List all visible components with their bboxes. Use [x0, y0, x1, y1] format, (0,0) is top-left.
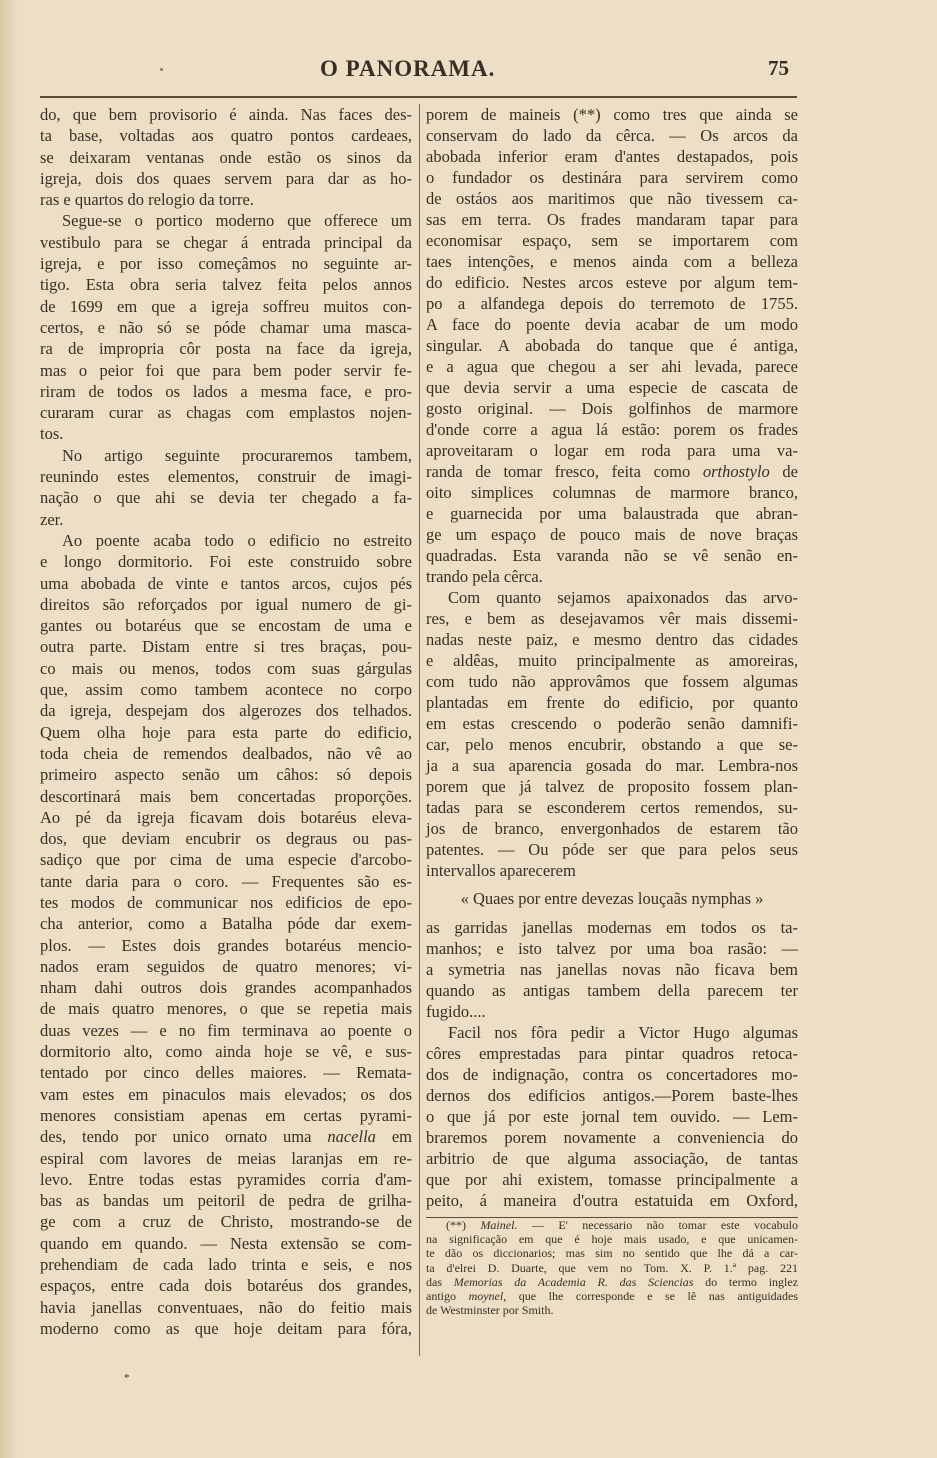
text-line: cha anterior, como a Batalha póde dar exem-: [40, 914, 412, 934]
text-line: trando pela cêrca.: [426, 567, 543, 586]
text-line: reunindo estes elementos, construir de imagi-: [40, 467, 412, 487]
text-line: nados eram seguidos de quatro menores; vi-: [40, 956, 412, 976]
text-line: nação o que ahi se devia ter chegado a fa-: [40, 488, 412, 508]
text-line: e a agua que chegou a ser ahi levada, parece: [426, 357, 798, 376]
text-line: de Westminster por Smith.: [426, 1303, 554, 1318]
text-line: vestibulo para se chegar á entrada principal da: [40, 232, 412, 252]
verse-quote: « Quaes por entre devezas louçaãs nymphas »: [460, 889, 764, 908]
text-line: d'onde corre a agua lá estão: porem os frades: [426, 420, 798, 439]
text-line: te dão os diccionarios; mas sim no sentido que lhe dá a car-: [426, 1246, 798, 1261]
text-line: que, assim como tambem acontece no corpo: [40, 680, 412, 700]
italic-text: Mainel.: [480, 1218, 518, 1232]
print-speck: [160, 68, 163, 71]
text-line: dernos dos edificios antigos.—Porem baste-lhes: [426, 1086, 798, 1105]
text-line: Segue-se o portico moderno que offerece um: [62, 211, 412, 231]
paragraph: [40, 210, 412, 444]
text-line: que por ahi existem, tomasse principalmente a: [426, 1170, 798, 1189]
column-divider: [419, 104, 420, 1356]
paragraph: [426, 1022, 798, 1211]
text-line: menores consistiam apenas em certas pyrami-: [40, 1105, 412, 1125]
italic-text: nacella: [327, 1127, 376, 1147]
text-line: jos de branco, envergonhados de estarem tão: [426, 819, 798, 838]
text-line: oito simplices columnas de marmore branco,: [426, 483, 798, 502]
text-line: [426, 1218, 798, 1232]
text-line: po a alfandega depois do terremoto de 1755.: [426, 294, 798, 313]
text-line: tentado por cinco delles maiores. — Remata-: [40, 1063, 412, 1083]
text-line: Com quanto sejamos apaixonados das arvo-: [448, 588, 798, 607]
text-segment: randa de tomar fresco, feita como: [426, 462, 703, 481]
text-line: porem que já talvez de proposito fossem plan-: [426, 777, 798, 796]
text-line: A face do poente devia acabar de um modo: [426, 315, 798, 334]
text-line: ta base, voltadas aos quatro pontos cardeaes,: [40, 126, 412, 146]
text-line: plantadas em frente do edificio, por quanto: [426, 693, 798, 712]
paragraph: [426, 917, 798, 1022]
text-line: tante daria para o coro. — Frequentes são es-: [40, 871, 412, 891]
text-line: sas em terra. Os frades mandaram tapar para: [426, 210, 798, 229]
text-segment: (**): [446, 1218, 481, 1232]
text-line: dos de indignação, contra os concertadores mo-: [426, 1065, 798, 1084]
text-line: tos.: [40, 424, 64, 444]
signature-mark: *: [124, 1372, 130, 1384]
text-line: quando as antigas tambem della parecem ter: [426, 981, 798, 1000]
text-line: o fundador os destinára para servirem como: [426, 168, 798, 187]
page-title: O PANORAMA.: [320, 56, 496, 81]
text-segment: antigo: [426, 1288, 469, 1303]
text-segment: , que lhe corresponde e se lê nas antiguidades: [503, 1288, 798, 1303]
text-line: e guarnecida por uma balaustrada que abran-: [426, 504, 798, 523]
text-line: peito, á maneira d'outra estatuida em Oxford,: [426, 1191, 798, 1210]
header-rule: [40, 96, 797, 98]
text-line: ras e quartos do relogio da torre.: [40, 190, 254, 210]
text-line: singular. A abobada do tanque que é antiga,: [426, 336, 798, 355]
text-line: sadiço que por cima de uma especie d'arcobo-: [40, 850, 412, 870]
text-segment: das: [426, 1274, 454, 1289]
text-line: primeiro aspecto senão um câhos: só depois: [40, 765, 412, 785]
text-line: [426, 461, 798, 482]
text-line: o que já por este jornal tem ouvido. — Lem-: [426, 1107, 798, 1126]
text-line: quadradas. Esta varanda não se vê senão en-: [426, 546, 798, 565]
text-line: [426, 1275, 798, 1289]
text-line: com tudo não approvâmos que fossem algumas: [426, 672, 798, 691]
text-line: e aldêas, muito principalmente as amoreiras,: [426, 651, 798, 670]
text-line: duas vezes — e no fim terminava ao poente o: [40, 1020, 412, 1040]
text-line: bas as bandas um peitoril de pedra de grilha-: [40, 1191, 412, 1211]
text-line: da igreja, despejam dos algerozes dos telhados.: [40, 701, 412, 721]
text-line: igreja, dois dos quaes servem para dar as ho-: [40, 168, 412, 188]
text-line: uma abobada de vinte e tantos arcos, cujos pés: [40, 573, 412, 593]
text-line: [40, 1126, 412, 1147]
text-line: curaram curar as chagas com emplastos nojen-: [40, 403, 412, 423]
page-edge: [0, 0, 18, 1458]
paragraph: [40, 445, 412, 530]
text-line: Quem olha hoje para esta parte do edificio,: [40, 722, 412, 742]
italic-text: Memorias da Academia R. das Sciencias: [453, 1274, 694, 1289]
text-line: que devia servir a uma especie de cascata de: [426, 378, 798, 397]
text-line: toda cheia de remendos dealbados, não vê ao: [40, 743, 412, 763]
text-line: zer.: [40, 509, 64, 529]
text-line: direitos são reforçados por igual numero de gi-: [40, 594, 412, 614]
text-line: taes intenções, e menos ainda com a belleza: [426, 252, 798, 271]
text-line: prehendiam de cada lado trinta e seis, e nos: [40, 1255, 412, 1275]
text-line: descortinará mais bem concertadas proporções.: [40, 786, 412, 806]
italic-text: moynel: [468, 1288, 504, 1303]
text-line: igreja, e por isso começâmos no seguinte ar-: [40, 254, 412, 274]
text-segment: — E' necessario não tomar este vocabulo: [517, 1218, 798, 1232]
text-line: No artigo seguinte procuraremos tambem,: [62, 445, 412, 465]
left-column: [40, 104, 412, 1339]
text-line: dormitorio alto, como ainda hoje se vê, e sus-: [40, 1042, 412, 1062]
text-line: de ostáos aos maritimos que não tivessem ca-: [426, 189, 798, 208]
text-line: intervallos aparecerem: [426, 861, 576, 880]
text-line: res, e bem as desejavamos vêr mais dissemi-: [426, 609, 798, 628]
text-line: manhos; e isto talvez por uma boa rasão: —: [426, 939, 798, 958]
text-line: tigo. Esta obra seria talvez feita pelos annos: [40, 275, 412, 295]
text-line: [426, 1289, 798, 1303]
text-line: de 1699 em que a igreja soffreu muitos con-: [40, 296, 412, 316]
text-line: plos. — Estes dois grandes botaréus mencio-: [40, 935, 412, 955]
text-line: as garridas janellas modernas em todos os ta-: [426, 918, 798, 937]
text-line: abobada inferior eram d'antes destapados, pois: [426, 147, 798, 166]
text-line: porem de maineis (**) como tres que ainda se: [426, 105, 798, 124]
text-line: mas o peior foi que para bem poder servir fe-: [40, 360, 412, 380]
text-line: do, que bem provisorio é ainda. Nas faces des-: [40, 105, 412, 124]
paragraph: [426, 104, 798, 587]
text-line: braremos porem novamente a conveniencia do: [426, 1128, 798, 1147]
text-line: a symetria nas janellas novas não ficava bem: [426, 960, 798, 979]
text-line: quando em quando. — Nesta extensão se com-: [40, 1233, 412, 1253]
text-segment: em: [375, 1127, 412, 1147]
text-line: nham dahi outros dois grandes acompanhados: [40, 978, 412, 998]
text-line: outra parte. Distam entre si tres braças, pou-: [40, 637, 412, 657]
text-segment: do termo inglez: [693, 1274, 799, 1289]
text-line: espiral com lavores de meias laranjas em re-: [40, 1148, 412, 1168]
text-line: ge um espaço de pouco mais de nove braças: [426, 525, 798, 544]
text-line: ta d'elrei D. Duarte, que vem no Tom. X. P. 1.ª pag. 221: [426, 1260, 798, 1275]
text-line: ra de impropria côr posta na face da igreja,: [40, 339, 412, 359]
text-line: tadas para se esconderem certos remendos, su-: [426, 798, 798, 817]
text-line: na significação em que é hoje mais usado, e que unicamen-: [426, 1232, 798, 1247]
text-line: nadas neste paiz, e mesmo dentro das cidades: [426, 630, 798, 649]
text-segment: de: [769, 462, 798, 481]
text-line: do edificio. Nestes arcos esteve por algum tem-: [426, 273, 798, 292]
italic-text: orthostylo: [702, 462, 770, 481]
text-line: vam estes em pinaculos mais elevados; os dos: [40, 1084, 412, 1104]
text-line: arbitrio de que alguma associação, de tantas: [426, 1149, 798, 1168]
text-line: dos, que deviam encubrir os degraus ou pas-: [40, 829, 412, 849]
text-line: havia janellas conventuaes, não do feitio mais: [40, 1297, 412, 1317]
text-line: co mais ou menos, todos com suas gárgulas: [40, 658, 412, 678]
text-line: patentes. — Ou póde ser que para pelos seus: [426, 840, 798, 859]
text-line: conservam do lado da cêrca. — Os arcos da: [426, 126, 798, 145]
text-line: ge com a cruz de Christo, mostrando-se de: [40, 1212, 412, 1232]
paragraph: [40, 104, 412, 210]
text-line: de mais quatro menores, o que se repetia mais: [40, 999, 412, 1019]
text-line: levo. Entre todas estas pyramides corria d'am-: [40, 1169, 412, 1189]
footnote: [426, 1218, 798, 1317]
page-number: 75: [768, 56, 789, 80]
text-line: em estas crescendo o poderão senão damnifi-: [426, 714, 798, 733]
text-line: Ao poente acaba todo o edificio no estreito: [62, 530, 412, 550]
text-segment: des, tendo por unico ornato uma: [40, 1127, 328, 1147]
text-line: côres emprestadas para pintar quadros retoca-: [426, 1044, 798, 1063]
text-line: aproveitaram o logar em roda para uma va-: [426, 441, 798, 460]
text-line: Facil nos fôra pedir a Victor Hugo algumas: [448, 1023, 798, 1042]
text-line: riram de todos os lados a mesma face, e pro-: [40, 381, 412, 401]
text-line: se deixaram ventanas onde estão os sinos da: [40, 147, 412, 167]
text-line: gosto original. — Dois golfinhos de marmore: [426, 399, 798, 418]
text-line: gantes ou botaréus que se encostam de uma e: [40, 616, 412, 636]
paragraph: [426, 587, 798, 881]
right-column: [426, 104, 798, 1317]
text-line: tes modos de communicar nos edificios de epo-: [40, 892, 412, 912]
text-line: moderno como as que hoje deitam para fóra,: [40, 1318, 412, 1338]
text-line: Ao pé da igreja ficavam dois botaréus eleva-: [40, 807, 412, 827]
text-line: economisar espaço, sem se importarem com: [426, 231, 798, 250]
text-line: ja a sua aparencia gosada do mar. Lembra-nos: [426, 756, 798, 775]
text-line: car, pelo menos encubrir, obstando a que se-: [426, 735, 798, 754]
text-line: espaços, entre cada dois botaréus dos grandes,: [40, 1276, 412, 1296]
paragraph: [40, 530, 412, 1339]
text-line: certos, e não só se póde chamar uma masca-: [40, 317, 412, 337]
text-line: fugido....: [426, 1002, 486, 1021]
text-line: e longo dormitorio. Foi este construido sobre: [40, 552, 412, 572]
